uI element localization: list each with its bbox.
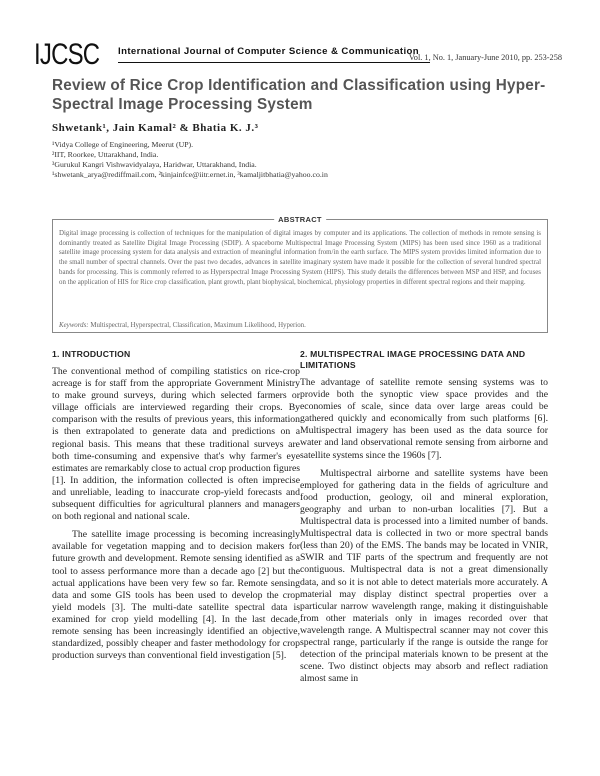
affiliations [52,140,552,180]
right-column [300,349,548,776]
keywords-list: Multispectral, Hyperspectral, Classification, Maximum Likelihood, Hyperion. [90,322,306,329]
section-heading-introduction: 1. INTRODUCTION [52,349,131,359]
body-paragraph: The advantage of satellite remote sensing systems was to provide both the synoptic view space provides and the economies of scale, since data over large areas could be gathered quickly and economically from such platforms [6]. Multispectral imagery has been used as the data source for water and land observational remote sensing from airborne and satellite systems since the 1960s [7]. [300,377,548,461]
keywords-line [59,322,306,329]
affiliation-line: ²IIT, Roorkee, Uttarakhand, India. [52,150,159,159]
volume-info: Vol. 1, No. 1, January-June 2010, pp. 253-258 [408,53,562,62]
keywords-label: Keywords: [59,322,89,329]
abstract-text: Digital image processing is collection of techniques for the manipulation of digital images by computer and its applications. The collection of methods in remote sensing is dominantly treated as Satellite Digital Image Processing (SDIP). A spaceborne Multispectral Image Processing System (MIPS) has been used since 1960 as a traditional satellite image processing system for data analysis and extraction of meaningful information from/in the earth surface. The MIPS system provides limited information due to the small number of spectral channels. Over the past two decades, advances in satellite imaginary system have made it possible for the collection of several hundred spectral bands for processing. This is commonly referred to as Hyperspectral Image Processing System (HIPS). This study details the differences between MSP and HSP, and focuses on the application of HIS for Rice crop classification, plant growth, plant biophysical, biochemical, physiology properties in different spectral regions and their mapping. [59,230,541,286]
journal-name: International Journal of Computer Science & Communication [118,46,420,57]
header-rule [118,62,430,63]
paper-title: Review of Rice Crop Identification and Classification using Hyper-Spectral Image Processing System [52,77,546,113]
affiliation-line: ¹Vidya College of Engineering, Meerut (UP). [52,140,194,149]
abstract-box [52,215,548,333]
left-column [52,349,300,668]
affiliation-line: ³Gurukul Kangri Vishwavidyalaya, Haridwar, Uttarakhand, India. [52,160,257,169]
body-paragraph: Multispectral airborne and satellite systems have been employed for gathering data in the fields of agriculture and food production, geology, oil and mineral exploration, geography and urban to non-urban localities [7]. But a Multispectral data is processed into a limited number of bands. Multispectral data is collected in two or more spectral bands (less than 20) of the EMS. The bands may be located in VNIR, SWIR and TIF parts of the spectrum and frequently are not contiguous. Multispectral data is not a great dimensionally data, and so it is not able to detect materials more accurately. A material may display distinct spectral properties over a particular narrow wavelength range, making it distinguishable from other materials only in images recorded over that wavelength range. A Multispectral scanner may not cover this spectral range, particularly if the range is outside the range for detection of the principal materials known to be present at the scene. Two distinct objects may absorb and reflect radiation almost same in [300,467,548,685]
author-emails: ¹shwetank_arya@rediffmail.com, ²kinjainfce@iitr.ernet.in, ³kamaljitbhatia@yahoo.co.in [52,170,328,179]
abstract-heading: ABSTRACT [274,215,326,224]
body-paragraph: The conventional method of compiling statistics on rice-crop acreage is for staff from the appropriate Government Ministry to make ground surveys, during which selected farmers or village officials are interviewed regarding their crops. By comparison with the results of previous years, this information is then extrapolated to generate data and predictions on a regional basis. This means that these traditional surveys are both time-consuming and expensive that's why farmer's eye estimates are remarkably close to actual crop production figures [1]. In addition, the information collected is often imprecise and unreliable, leading to inaccurate crop-yield forecasts and subsequent difficulties for agricultural planners and managers on both regional and national scale. [52,366,301,523]
section-heading-multispectral: 2. MULTISPECTRAL IMAGE PROCESSING DATA AND LIMITATIONS [300,349,526,370]
journal-logo: IJCSC [34,38,100,71]
paper-authors: Shwetank¹, Jain Kamal² & Bhatia K. J.³ [52,122,259,134]
body-paragraph: The satellite image processing is becoming increasingly available for vegetation mapping and to decision makers for future growth and development. Remote sensing identified as a tool to assess performance more than a decade ago [2] but the actual applications have been very few so far. Remote sensing data and some GIS tools has been used to develop the crop yield models [3]. The multi-date satellite spectral data is examined for crop yield modelling [4]. In the last decade, remote sensing has been increasingly identified an objective, standardized, possibly cheaper and faster methodology for crop production surveys than conventional field investigation [5]. [52,529,300,662]
